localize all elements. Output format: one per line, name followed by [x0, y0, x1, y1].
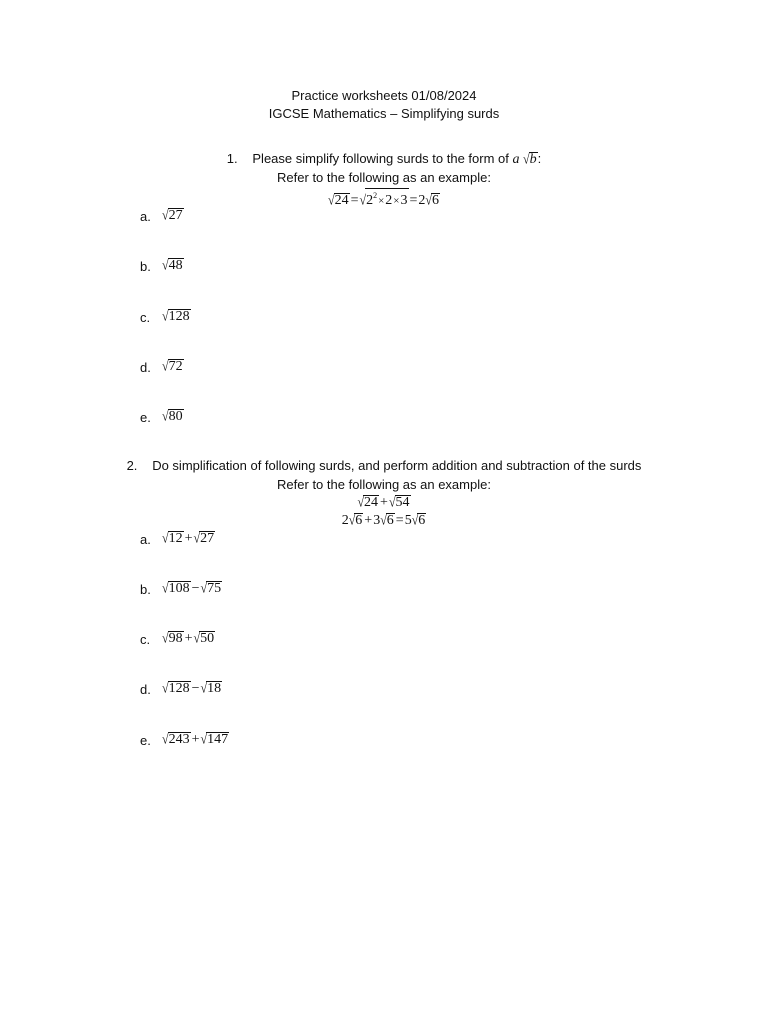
- q1-item-c-expression: [162, 308, 191, 325]
- question-1-prompt: Please simplify following surds to the form of: [252, 151, 509, 166]
- question-1-refer: Refer to the following as an example:: [277, 170, 491, 185]
- sqrt-icon: √12: [162, 529, 183, 546]
- q2-item-b-label: b.: [140, 582, 151, 597]
- q2-item-a-expression: √12 +√27: [162, 529, 215, 546]
- question-2-number: 2.: [126, 458, 138, 473]
- sqrt-icon: √b: [523, 150, 537, 167]
- question-1-heading: [0, 150, 768, 168]
- q2-item-d-expression: √128 −√18: [162, 679, 222, 696]
- sqrt-icon: √50: [193, 629, 215, 646]
- sqrt-icon: √27: [193, 529, 215, 546]
- q1-item-b-label: b.: [140, 259, 151, 274]
- q1-item-a-label: a.: [140, 209, 151, 224]
- worksheet-title: Practice worksheets 01/08/2024: [291, 88, 477, 103]
- q1-item-d-label: d.: [140, 360, 151, 375]
- sqrt-icon: √128: [162, 307, 190, 324]
- sqrt-icon: √27: [162, 206, 183, 223]
- sqrt-icon: √147: [200, 730, 229, 747]
- sqrt-icon: √6: [411, 511, 426, 528]
- sqrt-icon: √6: [425, 191, 440, 208]
- q1-item-a-expression: [162, 207, 184, 224]
- question-2-example-1: √24 +√54: [357, 493, 410, 510]
- sqrt-icon: √75: [200, 579, 222, 596]
- target-form: [513, 152, 538, 167]
- q1-item-e-label: e.: [140, 410, 151, 425]
- q2-item-b-expression: √108 −√75: [162, 579, 222, 596]
- sqrt-icon: √80: [162, 407, 183, 424]
- sqrt-icon: √98: [162, 629, 183, 646]
- sqrt-icon: √6: [348, 511, 363, 528]
- sqrt-icon: √108: [162, 579, 190, 596]
- sqrt-icon: √24: [327, 191, 349, 208]
- question-2-example-2: 2√6 +3√6 =5√6: [341, 511, 426, 528]
- q1-item-c-label: c.: [140, 310, 151, 325]
- form-suffix: :: [537, 151, 542, 166]
- q1-item-e-expression: [162, 408, 184, 425]
- sqrt-icon: √24: [357, 493, 379, 510]
- q2-item-e-label: e.: [140, 733, 151, 748]
- sqrt-icon: √18: [200, 679, 222, 696]
- q1-item-d-expression: [162, 358, 184, 375]
- form-radicand: b: [529, 152, 537, 167]
- q1-item-b-expression: [162, 257, 184, 274]
- q2-item-c-expression: √98 +√50: [162, 629, 215, 646]
- q2-item-e-expression: √243 +√147: [162, 730, 229, 747]
- sqrt-icon: √72: [162, 357, 183, 374]
- question-2-refer: Refer to the following as an example:: [277, 477, 491, 492]
- q2-item-a-label: a.: [140, 532, 151, 547]
- sqrt-icon: $√2^2\times 2\times 3$: [359, 188, 408, 209]
- sqrt-icon: √243: [162, 730, 190, 747]
- q2-item-d-label: d.: [140, 682, 151, 697]
- sqrt-icon: √128: [162, 679, 190, 696]
- worksheet-subtitle: IGCSE Mathematics – Simplifying surds: [268, 106, 500, 121]
- sqrt-icon: √48: [162, 256, 183, 273]
- question-1-number: 1.: [226, 151, 238, 166]
- question-2-prompt: Do simplification of following surds, and perform addition and subtraction of the surds: [152, 458, 642, 473]
- question-1-example: $√24 =√2^2\times 2\times 3 =2√6$: [0, 188, 768, 209]
- form-coefficient: a: [512, 152, 520, 167]
- q2-item-c-label: c.: [140, 632, 151, 647]
- question-2-heading: [0, 457, 768, 474]
- sqrt-icon: √6: [380, 511, 394, 528]
- sqrt-icon: √54: [388, 493, 410, 510]
